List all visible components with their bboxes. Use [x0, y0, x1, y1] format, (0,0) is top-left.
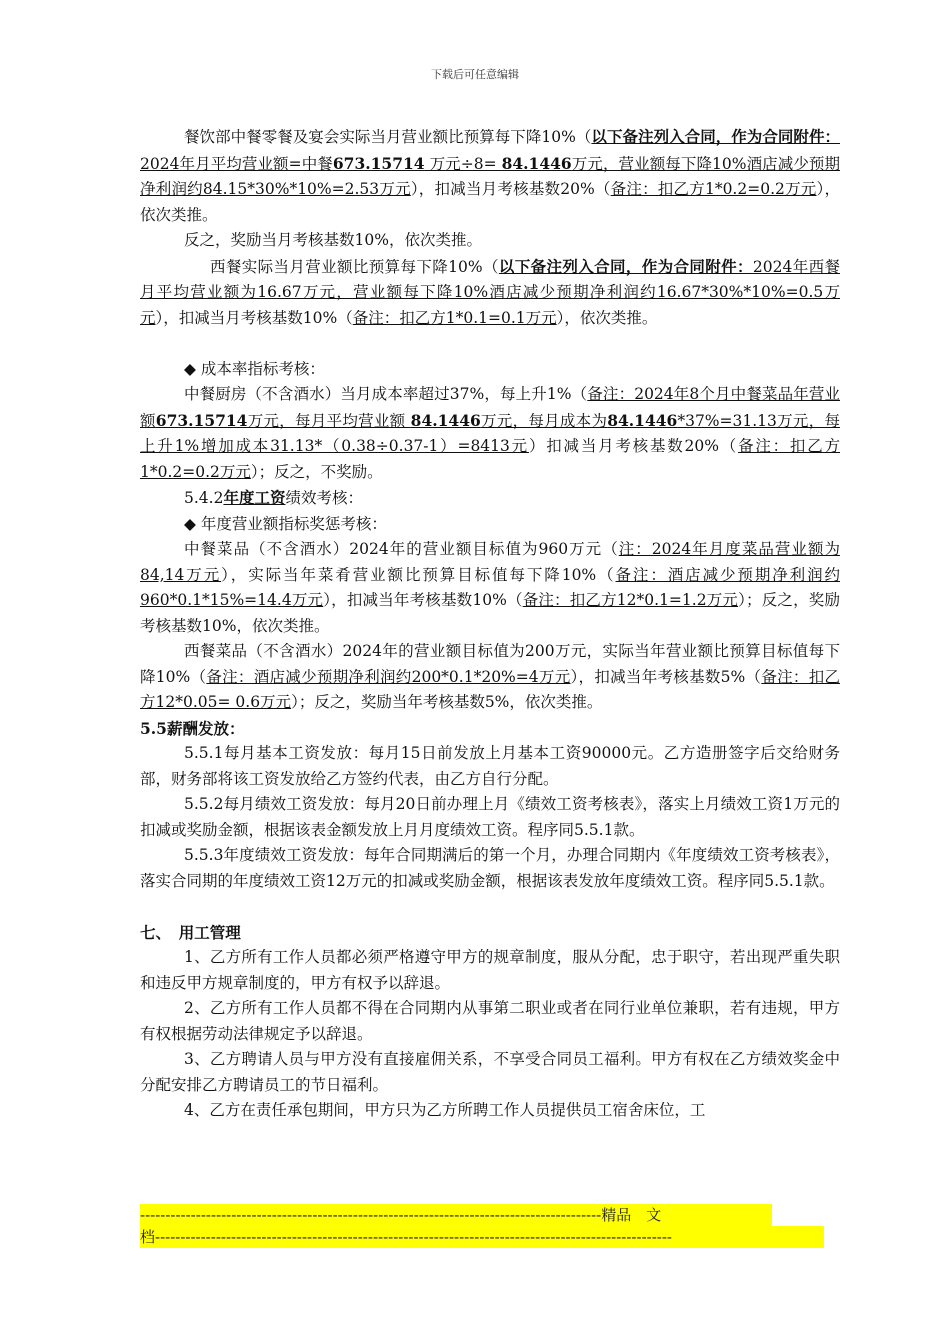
spacer — [140, 331, 840, 357]
note-number: 84.1446 — [410, 410, 481, 430]
text: ），扣减当年考核基数5%（ — [570, 667, 762, 686]
note-text: 2024年月平均营业额=中餐 — [140, 154, 333, 173]
note-text: 备注：扣乙方12*0.1=1.2万元 — [522, 591, 739, 609]
section-5-4-2 — [140, 485, 840, 512]
paragraph-5-5-1: 5.5.1每月基本工资发放：每月15日前发放上月基本工资90000元。乙方造册签字后交给财务部，财务部将该工资发放给乙方签约代表，由乙方自行分配。 — [140, 744, 840, 788]
text: ），扣减当年考核基数10%（ — [323, 591, 523, 609]
footer-line-1: -------------------------------------------------------------------------------------------精品 文 — [140, 1204, 772, 1226]
footer-line-2: 档------------------------------------------------------------------------------------------------------ — [140, 1226, 824, 1248]
note-number: 673.15714 — [332, 153, 425, 173]
section-title: 绩效考核： — [285, 489, 363, 507]
text: ）；反之，奖励考核基数10%，依次类推。 — [140, 591, 840, 635]
paragraph-western-dining-monthly — [140, 254, 840, 332]
subheading-cost-rate: ◆ 成本率指标考核： — [184, 359, 325, 378]
section-keyword: 年度工资 — [223, 488, 286, 507]
paragraph-staff-rule-4: 4、乙方在责任承包期间，甲方只为乙方所聘工作人员提供员工宿舍床位，工 — [184, 1101, 706, 1119]
page-header: 下载后可任意编辑 — [431, 68, 519, 81]
note-text: 备注：酒店减少预期净利润约200*0.1*20%=4万元 — [206, 667, 571, 686]
note-text: *37%=31.13万元，每上升1%增加成本31.13*（0.38÷0.37-1）=8413元 — [140, 411, 840, 455]
note-text: 注：2024年月度菜品营业额为84,14万元 — [140, 540, 840, 584]
text: 西餐实际当月营业额比预算每下降10%（ — [210, 257, 499, 276]
paragraph-western-annual — [140, 639, 840, 716]
note-text: 备注：扣乙方1*0.1=0.1万元 — [352, 308, 557, 327]
note-bold: 以下备注列入合同，作为合同附件： — [498, 256, 753, 276]
text: ），依次类推。 — [556, 308, 658, 327]
note-text: 备注：扣乙方1*0.2=0.2万元 — [610, 180, 817, 198]
note-bold: 以下备注列入合同，作为合同附件： — [591, 127, 840, 146]
section-7-heading: 七、 用工管理 — [140, 922, 241, 942]
paragraph-staff-rule-3: 3、乙方聘请人员与甲方没有直接雇佣关系，不享受合同员工福利。甲方有权在乙方绩效奖金中分配安排乙方聘请员工的节日福利。 — [140, 1050, 840, 1094]
note-text: 2024年西餐月平均营业额为16.67万元，营业额每下降10%酒店减少预期净利润约16.67*30%*10%=0.5万元 — [140, 257, 841, 327]
note-number: 673.15714 — [155, 410, 248, 430]
note-text: 备注：扣乙方12*0.05= 0.6万元 — [140, 667, 840, 711]
section-number: 5.4.2 — [184, 489, 224, 507]
text: 餐饮部中餐零餐及宴会实际当月营业额比预算每下降10%（ — [184, 128, 592, 146]
text: 中餐菜品（不含酒水）2024年的营业额目标值为960万元（ — [184, 540, 619, 558]
note-number: 84.1446 — [607, 410, 678, 430]
text: ）扣减当月考核基数20%（ — [528, 437, 739, 455]
text: 中餐厨房（不含酒水）当月成本率超过37%，每上升1%（ — [184, 385, 588, 403]
text: ），扣减当月考核基数20%（ — [410, 180, 611, 198]
text: ），实际当年菜肴营业额比预算目标值每下降10%（ — [221, 565, 616, 584]
paragraph-5-5-3: 5.5.3年度绩效工资发放：每年合同期满后的第一个月，办理合同期内《年度绩效工资考核表》，落实合同期的年度绩效工资12万元的扣减或奖励金额，根据该表发放年度绩效工资。程序同5.5.1款。 — [140, 846, 840, 890]
text: 西餐菜品（不含酒水）2024年的营业额目标值为200万元，实际当年营业额比预算目标值每下降10%（ — [140, 642, 840, 686]
text: ）；反之，奖励当年考核基数5%，依次类推。 — [291, 693, 603, 711]
note-text: 备注：扣乙方1*0.2=0.2万元 — [140, 437, 840, 481]
note-text: 万元，每月平均营业额 — [247, 411, 411, 430]
text: ）；反之，不奖励。 — [250, 462, 383, 481]
section-5-5-heading: 5.5薪酬发放： — [140, 718, 245, 738]
note-text: 万元÷8= — [424, 154, 502, 173]
paragraph-cost-rate — [140, 382, 840, 485]
note-text: 万元，营业额每下降10%酒店减少预期净利润约84.15*30%*10%=2.53万元 — [140, 154, 841, 198]
text: ），依次类推。 — [140, 180, 840, 224]
paragraph-chinese-dining-monthly — [140, 124, 840, 228]
paragraph-staff-rule-2: 2、乙方所有工作人员都不得在合同期内从事第二职业或者在同行业单位兼职，若有违规，甲方有权根据劳动法律规定予以辞退。 — [140, 999, 840, 1043]
paragraph-reward: 反之，奖励当月考核基数10%，依次类推。 — [184, 231, 482, 249]
paragraph-chinese-annual — [140, 537, 840, 639]
note-text: 备注：酒店减少预期净利润约960*0.1*15%=14.4万元 — [140, 565, 840, 609]
subheading-annual-revenue: ◆ 年度营业额指标奖惩考核： — [184, 514, 387, 533]
note-text: 万元，每月成本为 — [480, 411, 608, 430]
text: ），扣减当月考核基数10%（ — [155, 308, 353, 327]
page-footer-watermark — [140, 1204, 830, 1248]
document-body — [140, 124, 840, 1124]
note-number: 84.1446 — [501, 153, 572, 173]
note-text: 备注：2024年8个月中餐菜品年营业额 — [140, 385, 840, 430]
spacer — [140, 894, 840, 920]
paragraph-staff-rule-1: 1、乙方所有工作人员都必须严格遵守甲方的规章制度，服从分配，忠于职守，若出现严重失职和违反甲方规章制度的，甲方有权予以辞退。 — [140, 948, 840, 992]
paragraph-5-5-2: 5.5.2每月绩效工资发放：每月20日前办理上月《绩效工资考核表》，落实上月绩效工资1万元的扣减或奖励金额，根据该表金额发放上月月度绩效工资。程序同5.5.1款。 — [140, 795, 840, 839]
